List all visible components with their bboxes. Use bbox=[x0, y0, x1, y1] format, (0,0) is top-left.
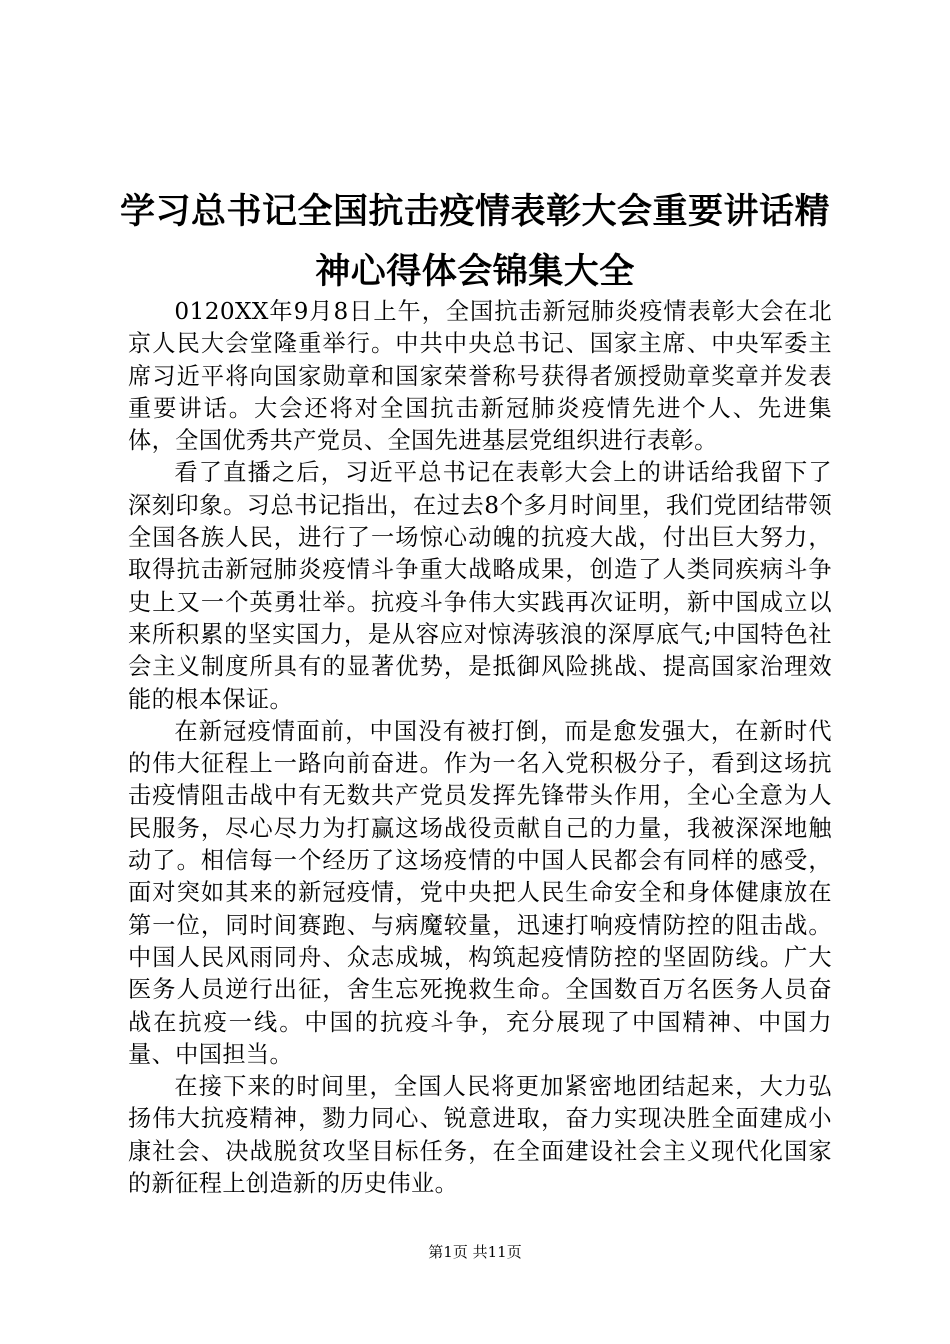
paragraph-4: 在接下来的时间里，全国人民将更加紧密地团结起来，大力弘扬伟大抗疫精神，勠力同心、锐意进取，奋力实现决胜全面建成小康社会、决战脱贫攻坚目标任务，在全面建设社会主义现代化国家的新征程上创造新的历史伟业。 bbox=[128, 1073, 832, 1198]
paragraph-2: 看了直播之后，习近平总书记在表彰大会上的讲话给我留下了深刻印象。习总书记指出，在过去8个多月时间里，我们党团结带领全国各族人民，进行了一场惊心动魄的抗疫大战，付出巨大努力，取得抗击新冠肺炎疫情斗争重大战略成果，创造了人类同疾病斗争史上又一个英勇壮举。抗疫斗争伟大实践再次证明，新中国成立以来所积累的坚实国力，是从容应对惊涛骇浪的深厚底气;中国特色社会主义制度所具有的显著优势，是抵御风险挑战、提高国家治理效能的根本保证。 bbox=[128, 459, 832, 713]
page-number-footer: 第1页 共11页 bbox=[428, 1243, 522, 1261]
document-title: 学习总书记全国抗击疫情表彰大会重要讲话精神心得体会锦集大全 bbox=[119, 192, 830, 292]
document-body bbox=[128, 296, 832, 1200]
paragraph-3: 在新冠疫情面前，中国没有被打倒，而是愈发强大，在新时代的伟大征程上一路向前奋进。作为一名入党积极分子，看到这场抗击疫情阻击战中有无数共产党员发挥先锋带头作用，全心全意为人民服务，尽心尽力为打赢这场战役贡献自己的力量，我被深深地触动了。相信每一个经历了这场疫情的中国人民都会有同样的感受，面对突如其来的新冠疫情，党中央把人民生命安全和身体健康放在第一位，同时间赛跑、与病魔较量，迅速打响疫情防控的阻击战。中国人民风雨同舟、众志成城，构筑起疫情防控的坚固防线。广大医务人员逆行出征，舍生忘死挽救生命。全国数百万名医务人员奋战在抗疫一线。中国的抗疫斗争，充分展现了中国精神、中国力量、中国担当。 bbox=[128, 717, 832, 1068]
paragraph-1: 0120XX年9月8日上午，全国抗击新冠肺炎疫情表彰大会在北京人民大会堂隆重举行。中共中央总书记、国家主席、中央军委主席习近平将向国家勋章和国家荣誉称号获得者颁授勋章奖章并发表重要讲话。大会还将对全国抗击新冠肺炎疫情先进个人、先进集体，全国优秀共产党员、全国先进基层党组织进行表彰。 bbox=[128, 298, 832, 455]
